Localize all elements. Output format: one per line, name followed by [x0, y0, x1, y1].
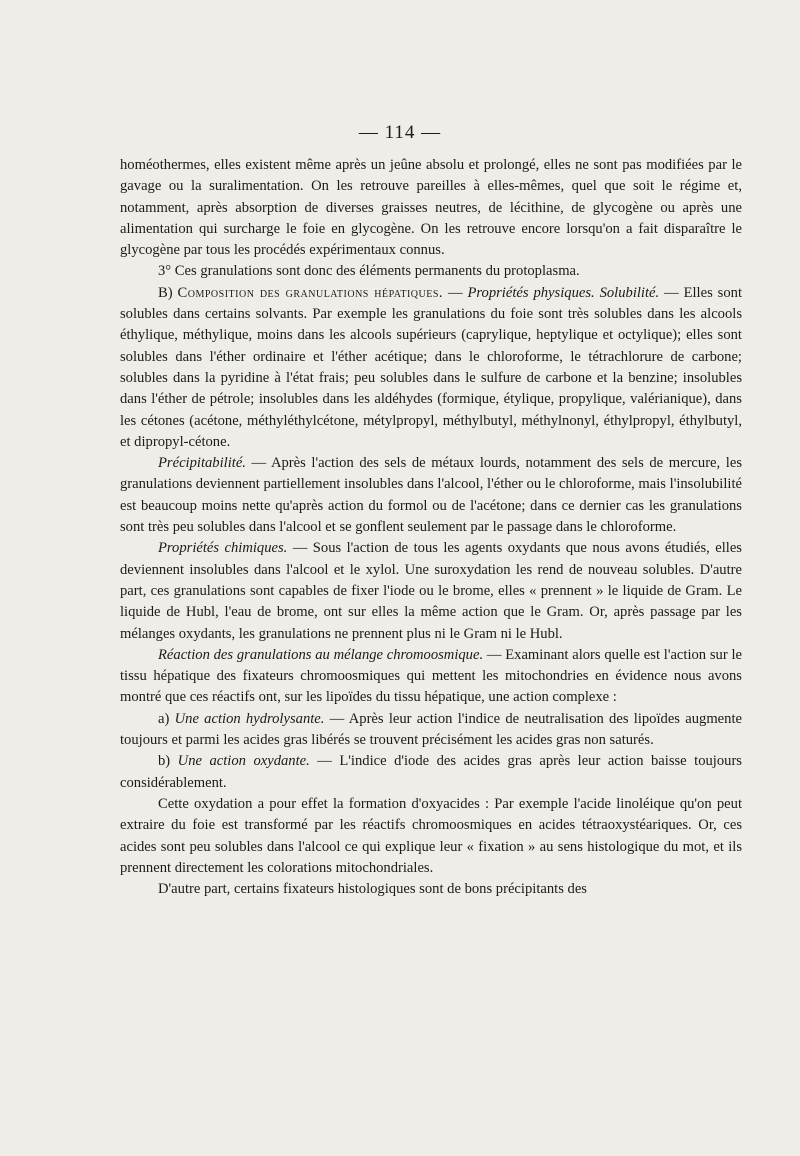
dash: —	[443, 284, 468, 301]
paragraph	[120, 709, 742, 752]
subheading: Propriétés physiques. Solubilité.	[467, 284, 660, 301]
paragraph: D'autre part, certains fixateurs histologiques sont de bons précipitants des	[158, 881, 587, 898]
paragraph: 3° Ces granulations sont donc des éléments permanents du protoplasma.	[158, 263, 580, 280]
paragraph-body: — Après leur action l'indice de neutralisation des lipoïdes augmente toujours et parmi les acides gras libérés se trouvent précisément les acides gras non saturés.	[120, 710, 742, 749]
section-heading: Composition des granulations hépatiques.	[177, 284, 444, 301]
page-number: — 114 —	[358, 122, 442, 143]
list-label: a)	[158, 710, 175, 727]
paragraph	[120, 751, 742, 794]
paragraph-body: — Examinant alors quelle est l'action sur le tissu hépatique des fixateurs chromoosmiques qui mettent les mitochondries en évidence nous avons montré que ces réactifs ont, sur les lipoïdes du tissu hépatique, une action complexe :	[120, 646, 742, 706]
paragraph	[120, 283, 742, 453]
paragraph	[120, 538, 742, 644]
subheading: Réaction des granulations au mélange chromoosmique.	[158, 646, 484, 663]
paragraph: Cette oxydation a pour effet la formation d'oxyacides : Par exemple l'acide linoléique qu'on peut extraire du foie est transformé par les réactifs chromoosmiques en acides tétraoxystéariques. Or, ces acides sont peu solubles dans l'alcool ce qui explique leur « fixation » au sens histologique du mot, et ils prennent directement les colorations mitochondriales.	[120, 795, 742, 876]
paragraph	[120, 645, 742, 709]
subheading: Précipitabilité.	[158, 455, 246, 472]
paragraph	[120, 453, 742, 538]
paragraph-body: — L'indice d'iode des acides gras après leur action baisse toujours considérablement.	[120, 753, 742, 791]
subheading: Une action oxydante.	[177, 753, 310, 770]
subheading: Une action hydrolysante.	[174, 710, 325, 727]
paragraph: homéothermes, elles existent même après un jeûne absolu et prolongé, elles ne sont pas modifiées par le gavage ou la suralimentation. On les retrouve pareilles à elles-mêmes, quel que soit le régime et, notamment, après absorption de diverses graisses neutres, de lécithine, de glycogène ou après une alimentation qui surcharge le foie en glycogène. On les retrouve encore lorsqu'on a fait disparaître le glycogène par tous les procédés expérimentaux connus.	[120, 157, 742, 259]
list-label: b)	[158, 753, 178, 770]
section-label: B)	[158, 284, 178, 301]
subheading: Propriétés chimiques.	[158, 540, 288, 557]
paragraph-body: — Après l'action des sels de métaux lourds, notamment des sels de mercure, les granulations deviennent partiellement insolubles dans l'alcool, l'éther ou le chloroforme, mais l'insolubilité est beaucoup moins nette qu'après action du formol ou de l'acétone; dans ce dernier cas les granulations sont très peu solubles dans l'alcool et se gonflent seulement par le passage dans le chloroforme.	[120, 455, 742, 536]
body-text	[120, 155, 742, 900]
paragraph-body: — Sous l'action de tous les agents oxydants que nous avons étudiés, elles deviennent insolubles dans l'alcool et le xylol. Une suroxydation les rend de nouveau solubles. D'autre part, ces granulations sont capables de fixer l'iode ou le brome, elles « prennent » le liquide de Gram. Le liquide de Hubl, l'eau de brome, ont sur elles la même action que le Gram. Or, après passage par les mélanges oxydants, les granulations ne prennent plus ni le Gram ni le Hubl.	[120, 540, 742, 642]
paragraph-body: — Elles sont solubles dans certains solvants. Par exemple les granulations du foie sont très solubles dans les alcools éthylique, méthylique, moins dans les alcools supérieurs (caprylique, heptylique et octylique); elles sont solubles dans l'éther ordinaire et l'éther acétique; dans le chloroforme, le tétrachlorure de carbone; solubles dans la pyridine à l'état frais; peu solubles dans le sulfure de carbone et la benzine; insolubles dans l'éther de pétrole; insolubles dans les aldéhydes (formique, étylique, propylique, valérianique), dans les cétones (acétone, méthyléthylcétone, métylpropyl, méthylbutyl, méthylnonyl, éthylpropyl, éthylbutyl, et dipropyl-cétone.	[120, 284, 743, 450]
